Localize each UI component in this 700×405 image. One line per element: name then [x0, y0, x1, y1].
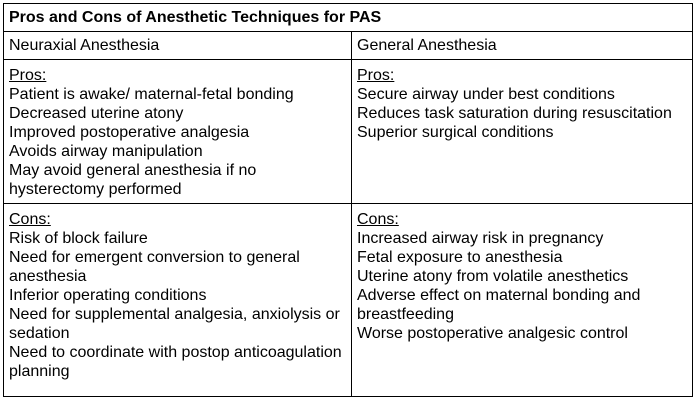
neuraxial-pros-list [9, 85, 347, 199]
table-title: Pros and Cons of Anesthetic Techniques for PAS [4, 4, 693, 32]
list-item: Need for supplemental analgesia, anxiolysis or sedation [9, 306, 340, 342]
pros-row [4, 60, 693, 204]
neuraxial-cons-list [9, 229, 347, 381]
list-item: May avoid general anesthesia if no hysterectomy performed [9, 162, 257, 198]
general-cons-label: Cons: [357, 211, 399, 228]
column-header-general: General Anesthesia [352, 32, 693, 60]
list-item: Reduces task saturation during resuscitation [357, 105, 672, 122]
list-item: Patient is awake/ maternal-fetal bonding [9, 86, 294, 103]
list-item: Risk of block failure [9, 230, 148, 247]
list-item: Need to coordinate with postop anticoagulation planning [9, 344, 342, 380]
general-pros-cell [352, 60, 693, 204]
general-cons-list [357, 229, 688, 343]
list-item: Avoids airway manipulation [9, 143, 203, 160]
list-item: Improved postoperative analgesia [9, 124, 250, 141]
neuraxial-cons-label: Cons: [9, 211, 51, 228]
general-pros-list [357, 85, 688, 142]
header-row [4, 32, 693, 60]
list-item: Need for emergent conversion to general anesthesia [9, 249, 300, 285]
list-item: Worse postoperative analgesic control [357, 325, 628, 342]
list-item: Secure airway under best conditions [357, 86, 615, 103]
list-item: Superior surgical conditions [357, 124, 554, 141]
list-item: Inferior operating conditions [9, 287, 207, 304]
list-item: Adverse effect on maternal bonding and breastfeeding [357, 287, 641, 323]
neuraxial-cons-cell [4, 204, 352, 397]
comparison-table [3, 3, 693, 397]
list-item: Fetal exposure to anesthesia [357, 249, 563, 266]
list-item: Uterine atony from volatile anesthetics [357, 268, 629, 285]
cons-row [4, 204, 693, 397]
general-pros-label: Pros: [357, 67, 395, 84]
neuraxial-pros-cell [4, 60, 352, 204]
general-cons-cell [352, 204, 693, 397]
neuraxial-pros-label: Pros: [9, 67, 47, 84]
column-header-neuraxial: Neuraxial Anesthesia [4, 32, 352, 60]
list-item: Increased airway risk in pregnancy [357, 230, 604, 247]
title-row [4, 4, 693, 32]
list-item: Decreased uterine atony [9, 105, 184, 122]
